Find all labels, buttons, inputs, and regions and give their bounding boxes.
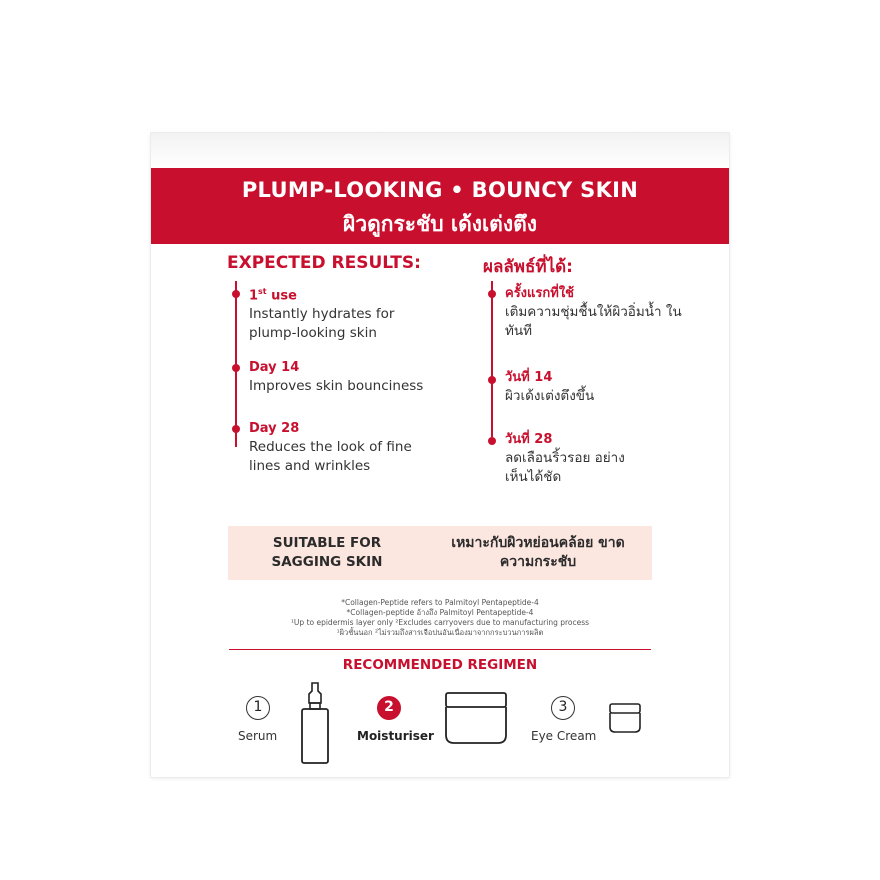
result-desc: ผิวเด้งเต่งตึงขึ้น [505, 388, 595, 404]
result-label: Day 14 [249, 360, 300, 375]
suitable-text-en: SUITABLE FOR SAGGING SKIN [271, 535, 383, 570]
top-fade [151, 133, 729, 169]
expected-results-en [227, 253, 437, 474]
result-label: Day 28 [249, 421, 300, 436]
timeline-dot [232, 364, 240, 372]
eye-cream-jar-icon [608, 702, 642, 734]
result-item [505, 285, 705, 341]
result-desc: ลดเลือนริ้วรอย อย่างเห็นได้ชัด [505, 450, 625, 485]
result-item [249, 283, 449, 343]
step-label: Eye Cream [531, 729, 597, 743]
result-label: วันที่ 28 [505, 432, 553, 447]
step-label: Serum [238, 729, 278, 743]
footnotes [151, 598, 729, 638]
result-label: วันที่ 14 [505, 370, 553, 385]
timeline-dot [488, 290, 496, 298]
product-info-panel [151, 133, 729, 777]
result-desc: Improves skin bounciness [249, 378, 424, 394]
serum-bottle-icon [299, 681, 331, 765]
footnote-line: ¹Up to epidermis layer only ²Excludes carryovers due to manufacturing process [290, 618, 590, 627]
result-item [505, 431, 705, 487]
timeline-dot [232, 425, 240, 433]
result-desc: Reduces the look of fine lines and wrinkles [249, 439, 412, 474]
footnote-line: ¹ผิวชั้นนอก ²ไม่รวมถึงสารเจือปนอันเนื่องมาจากกระบวนการผลิต [336, 628, 544, 637]
result-item [249, 420, 449, 476]
results-heading-en: EXPECTED RESULTS: [227, 253, 421, 273]
moisturiser-jar-icon [443, 691, 509, 745]
result-item [249, 359, 449, 396]
timeline-dot [232, 290, 240, 298]
headline-banner [151, 168, 729, 244]
expected-results-th [483, 253, 693, 485]
divider [229, 649, 651, 650]
result-desc: Instantly hydrates for plump-looking skin [249, 306, 395, 342]
headline-th: ผิวดูกระชับ เด้งเต่งตึง [343, 212, 537, 236]
step-number: 1 [246, 696, 270, 720]
step-number: 3 [551, 696, 575, 720]
step-label-active: Moisturiser [357, 729, 434, 743]
headline-en: PLUMP-LOOKING • BOUNCY SKIN [241, 178, 639, 202]
result-item [505, 369, 705, 406]
footnote-line: *Collagen-peptide อ้างถึง Palmitoyl Pentapeptide-4 [346, 608, 534, 617]
footnote-line: *Collagen-Peptide refers to Palmitoyl Pentapeptide-4 [341, 598, 539, 607]
result-label: ครั้งแรกที่ใช้ [505, 286, 574, 301]
regimen-title: RECOMMENDED REGIMEN [342, 657, 538, 673]
timeline-line [491, 281, 493, 437]
suitable-text-th: เหมาะกับผิวหย่อนคล้อย ขาดความกระชับ [451, 535, 625, 570]
timeline-dot [488, 437, 496, 445]
result-desc: เติมความชุ่มชื้นให้ผิวอิ่มน้ำ ในทันที [505, 304, 682, 339]
results-heading-th: ผลลัพธ์ที่ได้: [483, 257, 573, 277]
suitable-for-box [228, 526, 652, 580]
step-number-active: 2 [377, 696, 401, 720]
timeline-dot [488, 376, 496, 384]
result-label: 1st use [249, 287, 297, 304]
